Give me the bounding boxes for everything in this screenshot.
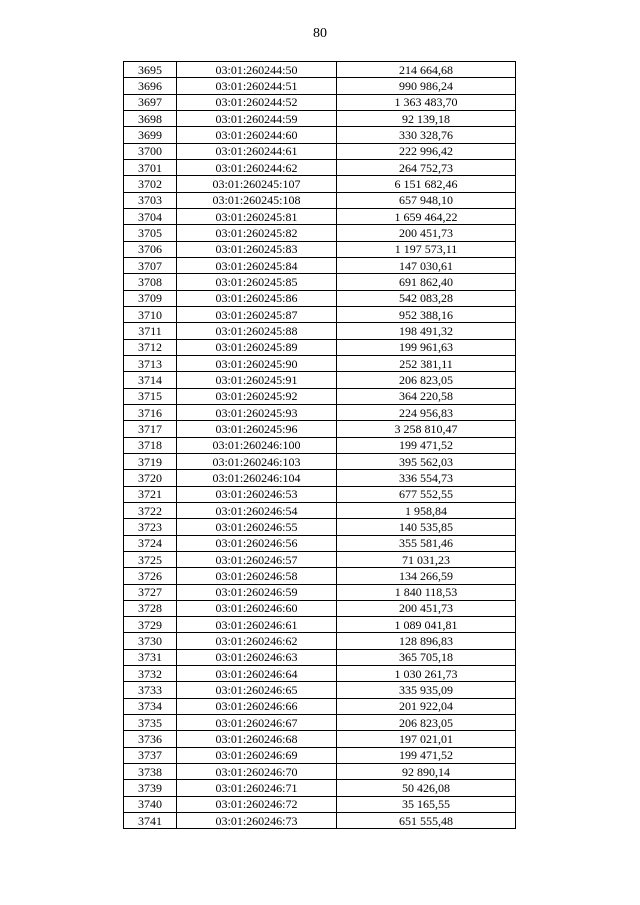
table-row (124, 731, 516, 747)
cadastral-value-cell: 214 664,68 (337, 62, 516, 78)
cadastral-value-cell: 651 555,48 (337, 813, 516, 829)
row-number-cell: 3702 (124, 176, 177, 192)
table-row (124, 617, 516, 633)
table-row (124, 535, 516, 551)
row-number-cell: 3715 (124, 388, 177, 404)
cadastral-value-cell: 147 030,61 (337, 257, 516, 273)
row-number-cell: 3698 (124, 110, 177, 126)
cadastral-value-cell: 542 083,28 (337, 290, 516, 306)
table-row (124, 600, 516, 616)
row-number-cell: 3708 (124, 274, 177, 290)
table-row (124, 568, 516, 584)
row-number-cell: 3697 (124, 94, 177, 110)
cadastral-value-cell: 199 471,52 (337, 747, 516, 763)
cadastral-value-cell: 1 659 464,22 (337, 208, 516, 224)
row-number-cell: 3740 (124, 796, 177, 812)
cadastral-value-cell: 1 363 483,70 (337, 94, 516, 110)
cadastral-number-cell: 03:01:260245:82 (177, 225, 337, 241)
table-row (124, 241, 516, 257)
cadastral-number-cell: 03:01:260246:103 (177, 453, 337, 469)
table-row (124, 176, 516, 192)
row-number-cell: 3719 (124, 453, 177, 469)
row-number-cell: 3699 (124, 127, 177, 143)
row-number-cell: 3741 (124, 813, 177, 829)
cadastral-value-cell: 691 862,40 (337, 274, 516, 290)
cadastral-value-cell: 355 581,46 (337, 535, 516, 551)
table-row (124, 159, 516, 175)
cadastral-value-cell: 1 089 041,81 (337, 617, 516, 633)
cadastral-number-cell: 03:01:260244:60 (177, 127, 337, 143)
row-number-cell: 3727 (124, 584, 177, 600)
cadastral-value-cell: 71 031,23 (337, 551, 516, 567)
row-number-cell: 3738 (124, 764, 177, 780)
row-number-cell: 3705 (124, 225, 177, 241)
cadastral-value-cell: 264 752,73 (337, 159, 516, 175)
cadastral-number-cell: 03:01:260246:61 (177, 617, 337, 633)
row-number-cell: 3707 (124, 257, 177, 273)
cadastral-number-cell: 03:01:260246:73 (177, 813, 337, 829)
table-row (124, 339, 516, 355)
table-row (124, 519, 516, 535)
row-number-cell: 3721 (124, 486, 177, 502)
table-row (124, 94, 516, 110)
row-number-cell: 3716 (124, 404, 177, 420)
table-row (124, 127, 516, 143)
cadastral-value-cell: 395 562,03 (337, 453, 516, 469)
row-number-cell: 3706 (124, 241, 177, 257)
cadastral-value-cell: 364 220,58 (337, 388, 516, 404)
cadastral-value-cell: 335 935,09 (337, 682, 516, 698)
cadastral-value-cell: 657 948,10 (337, 192, 516, 208)
cadastral-value-cell: 206 823,05 (337, 372, 516, 388)
table-row (124, 208, 516, 224)
table-row (124, 225, 516, 241)
row-number-cell: 3729 (124, 617, 177, 633)
cadastral-number-cell: 03:01:260245:91 (177, 372, 337, 388)
table-row (124, 404, 516, 420)
cadastral-number-cell: 03:01:260246:54 (177, 502, 337, 518)
cadastral-value-cell: 92 139,18 (337, 110, 516, 126)
table-row (124, 306, 516, 322)
cadastral-number-cell: 03:01:260246:68 (177, 731, 337, 747)
cadastral-value-cell: 1 958,84 (337, 502, 516, 518)
row-number-cell: 3739 (124, 780, 177, 796)
cadastral-value-cell: 140 535,85 (337, 519, 516, 535)
table-row (124, 355, 516, 371)
cadastral-number-cell: 03:01:260245:93 (177, 404, 337, 420)
row-number-cell: 3712 (124, 339, 177, 355)
row-number-cell: 3711 (124, 323, 177, 339)
row-number-cell: 3696 (124, 78, 177, 94)
table-row (124, 796, 516, 812)
cadastral-number-cell: 03:01:260246:65 (177, 682, 337, 698)
cadastral-number-cell: 03:01:260245:89 (177, 339, 337, 355)
cadastral-value-cell: 128 896,83 (337, 633, 516, 649)
cadastral-number-cell: 03:01:260246:64 (177, 666, 337, 682)
cadastral-value-cell: 952 388,16 (337, 306, 516, 322)
table-row (124, 437, 516, 453)
cadastral-value-cell: 222 996,42 (337, 143, 516, 159)
page-number: 80 (313, 26, 327, 41)
cadastral-number-cell: 03:01:260245:92 (177, 388, 337, 404)
row-number-cell: 3731 (124, 649, 177, 665)
cadastral-value-cell: 134 266,59 (337, 568, 516, 584)
cadastral-value-cell: 677 552,55 (337, 486, 516, 502)
row-number-cell: 3725 (124, 551, 177, 567)
table-row (124, 813, 516, 829)
table-row (124, 502, 516, 518)
table-row (124, 388, 516, 404)
cadastral-value-cell: 990 986,24 (337, 78, 516, 94)
table-row (124, 78, 516, 94)
cadastral-value-cell: 1 030 261,73 (337, 666, 516, 682)
row-number-cell: 3695 (124, 62, 177, 78)
cadastral-number-cell: 03:01:260245:96 (177, 421, 337, 437)
cadastral-number-cell: 03:01:260246:69 (177, 747, 337, 763)
cadastral-value-cell: 1 840 118,53 (337, 584, 516, 600)
row-number-cell: 3734 (124, 698, 177, 714)
row-number-cell: 3733 (124, 682, 177, 698)
cadastral-number-cell: 03:01:260244:50 (177, 62, 337, 78)
table-row (124, 584, 516, 600)
row-number-cell: 3718 (124, 437, 177, 453)
row-number-cell: 3700 (124, 143, 177, 159)
cadastral-number-cell: 03:01:260246:62 (177, 633, 337, 649)
row-number-cell: 3723 (124, 519, 177, 535)
cadastral-value-cell: 206 823,05 (337, 715, 516, 731)
cadastral-value-cell: 3 258 810,47 (337, 421, 516, 437)
cadastral-value-cell: 35 165,55 (337, 796, 516, 812)
cadastral-value-cell: 252 381,11 (337, 355, 516, 371)
cadastral-value-cell: 92 890,14 (337, 764, 516, 780)
table-row (124, 780, 516, 796)
cadastral-number-cell: 03:01:260246:58 (177, 568, 337, 584)
table-row (124, 551, 516, 567)
row-number-cell: 3724 (124, 535, 177, 551)
table-row (124, 666, 516, 682)
table-row (124, 323, 516, 339)
table-row (124, 143, 516, 159)
row-number-cell: 3732 (124, 666, 177, 682)
table-body (124, 62, 516, 829)
table-row (124, 470, 516, 486)
cadastral-number-cell: 03:01:260246:60 (177, 600, 337, 616)
cadastral-number-cell: 03:01:260245:107 (177, 176, 337, 192)
cadastral-number-cell: 03:01:260246:72 (177, 796, 337, 812)
table-row (124, 649, 516, 665)
cadastral-number-cell: 03:01:260246:104 (177, 470, 337, 486)
row-number-cell: 3709 (124, 290, 177, 306)
cadastral-number-cell: 03:01:260245:87 (177, 306, 337, 322)
row-number-cell: 3710 (124, 306, 177, 322)
cadastral-number-cell: 03:01:260246:70 (177, 764, 337, 780)
cadastral-value-cell: 330 328,76 (337, 127, 516, 143)
cadastral-number-cell: 03:01:260246:59 (177, 584, 337, 600)
cadastral-number-cell: 03:01:260244:59 (177, 110, 337, 126)
cadastral-number-cell: 03:01:260245:90 (177, 355, 337, 371)
cadastral-number-cell: 03:01:260245:81 (177, 208, 337, 224)
cadastral-number-cell: 03:01:260246:57 (177, 551, 337, 567)
cadastral-value-cell: 200 451,73 (337, 600, 516, 616)
cadastral-number-cell: 03:01:260244:52 (177, 94, 337, 110)
cadastral-number-cell: 03:01:260246:100 (177, 437, 337, 453)
row-number-cell: 3736 (124, 731, 177, 747)
table-row (124, 274, 516, 290)
table-row (124, 62, 516, 78)
row-number-cell: 3730 (124, 633, 177, 649)
cadastral-value-cell: 199 471,52 (337, 437, 516, 453)
table-row (124, 290, 516, 306)
cadastral-number-cell: 03:01:260246:53 (177, 486, 337, 502)
cadastral-number-cell: 03:01:260246:56 (177, 535, 337, 551)
cadastral-value-cell: 365 705,18 (337, 649, 516, 665)
cadastral-value-cell: 199 961,63 (337, 339, 516, 355)
cadastral-number-cell: 03:01:260246:67 (177, 715, 337, 731)
table-row (124, 486, 516, 502)
table-row (124, 421, 516, 437)
row-number-cell: 3737 (124, 747, 177, 763)
row-number-cell: 3713 (124, 355, 177, 371)
table-row (124, 764, 516, 780)
cadastral-value-cell: 336 554,73 (337, 470, 516, 486)
table-row (124, 257, 516, 273)
cadastral-value-cell: 6 151 682,46 (337, 176, 516, 192)
table-row (124, 192, 516, 208)
cadastral-number-cell: 03:01:260245:86 (177, 290, 337, 306)
row-number-cell: 3704 (124, 208, 177, 224)
cadastral-number-cell: 03:01:260246:66 (177, 698, 337, 714)
cadastral-number-cell: 03:01:260245:108 (177, 192, 337, 208)
cadastral-number-cell: 03:01:260246:55 (177, 519, 337, 535)
table-row (124, 453, 516, 469)
cadastral-value-cell: 224 956,83 (337, 404, 516, 420)
cadastral-value-cell: 201 922,04 (337, 698, 516, 714)
table-row (124, 372, 516, 388)
table-row (124, 698, 516, 714)
cadastral-number-cell: 03:01:260246:71 (177, 780, 337, 796)
cadastral-number-cell: 03:01:260245:88 (177, 323, 337, 339)
table-row (124, 633, 516, 649)
table-row (124, 682, 516, 698)
cadastral-number-cell: 03:01:260244:51 (177, 78, 337, 94)
cadastral-number-cell: 03:01:260244:62 (177, 159, 337, 175)
row-number-cell: 3701 (124, 159, 177, 175)
cadastral-value-cell: 200 451,73 (337, 225, 516, 241)
cadastral-value-cell: 198 491,32 (337, 323, 516, 339)
table-row (124, 110, 516, 126)
row-number-cell: 3726 (124, 568, 177, 584)
table-row (124, 715, 516, 731)
row-number-cell: 3717 (124, 421, 177, 437)
cadastral-number-cell: 03:01:260245:84 (177, 257, 337, 273)
cadastral-value-cell: 50 426,08 (337, 780, 516, 796)
cadastral-number-cell: 03:01:260246:63 (177, 649, 337, 665)
cadastral-value-cell: 1 197 573,11 (337, 241, 516, 257)
cadastral-value-table (123, 61, 516, 829)
table-row (124, 747, 516, 763)
row-number-cell: 3720 (124, 470, 177, 486)
row-number-cell: 3728 (124, 600, 177, 616)
row-number-cell: 3722 (124, 502, 177, 518)
row-number-cell: 3735 (124, 715, 177, 731)
row-number-cell: 3714 (124, 372, 177, 388)
cadastral-number-cell: 03:01:260245:85 (177, 274, 337, 290)
cadastral-number-cell: 03:01:260244:61 (177, 143, 337, 159)
row-number-cell: 3703 (124, 192, 177, 208)
cadastral-value-cell: 197 021,01 (337, 731, 516, 747)
cadastral-number-cell: 03:01:260245:83 (177, 241, 337, 257)
